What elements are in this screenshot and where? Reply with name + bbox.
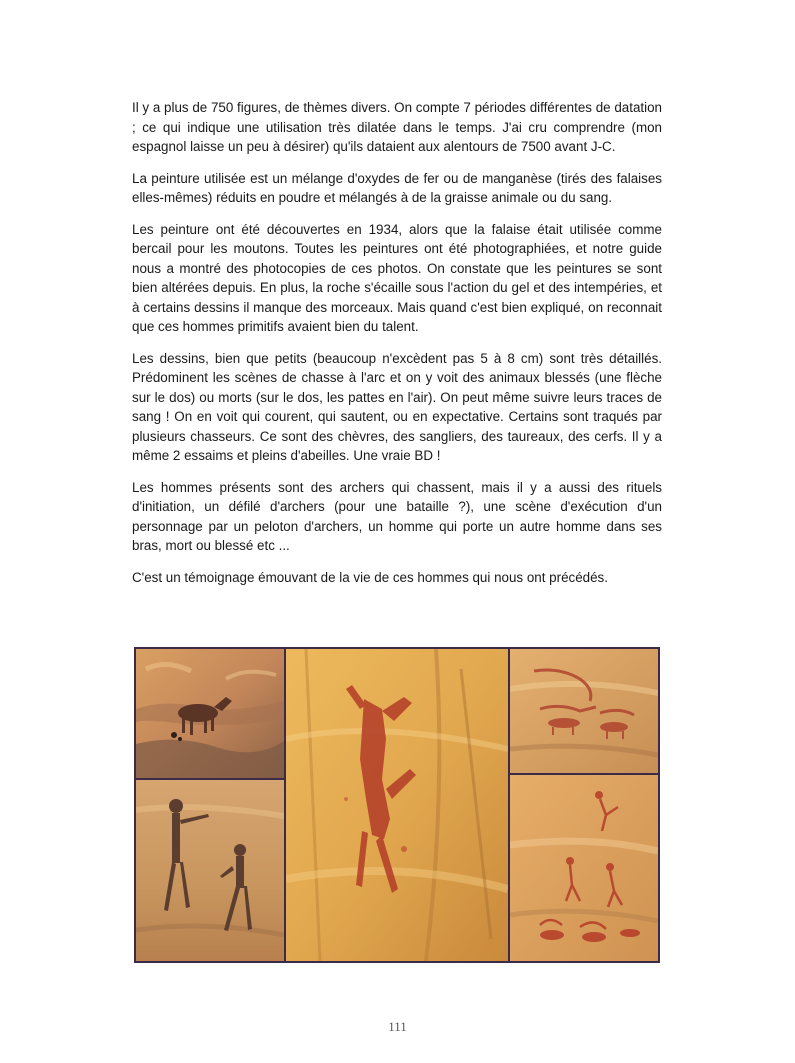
rock-art-photo-collage — [134, 647, 660, 963]
photo-red-archers — [510, 775, 658, 961]
photo-human-figures — [136, 780, 284, 961]
photo-animal-painting — [136, 649, 284, 778]
photo-red-animals-frieze — [510, 649, 658, 773]
paragraph: Il y a plus de 750 figures, de thèmes divers. On compte 7 périodes différentes de datation ; ce qui indique une utilisation très dilatée dans le temps. J'ai cru comprendre (mon espagnol laisse un peu à désirer) qu'ils dataient aux alentours de 7500 avant J-C. — [132, 100, 662, 154]
paragraph: Les dessins, bien que petits (beaucoup n'excèdent pas 5 à 8 cm) sont très détaillés. Prédominent les scènes de chasse à l'arc et on y voit des animaux blessés (une flèche sur le dos) ou morts (sur le dos, les pattes en l'air). On peut même suivre leurs traces de sang ! On en voit qui courent, qui sautent, ou en expectative. Certains sont traqués par plusieurs chasseurs. Ce sont des chèvres, des sangliers, des taureaux, des cerfs. Il y a même 2 essaims et pleins d'abeilles. Une vraie BD ! — [132, 350, 662, 463]
paragraph: La peinture utilisée est un mélange d'oxydes de fer ou de manganèse (tirés des falaises elles-mêmes) réduits en poudre et mélangés à de la graisse animale ou du sang. — [132, 170, 662, 205]
paragraph: Les peinture ont été découvertes en 1934, alors que la falaise était utilisée comme bercail pour les moutons. Toutes les peintures ont été photographiées, et notre guide nous a montré des photocopies de ces photos. On constate que les peintures se sont bien altérées depuis. En plus, la roche s'écaille sous l'action du gel et des intempéries, et à certains dessins il manque des morceaux. Mais quand c'est bien expliqué, on reconnait que ces hommes primitifs avaient bien du talent. — [132, 221, 662, 334]
paragraph: Les hommes présents sont des archers qui chassent, mais il y a aussi des rituels d'initiation, un défilé d'archers (pour une bataille ?), une scène d'exécution d'un personnage par un peloton d'archers, un homme qui porte un autre homme dans ses bras, mort ou blessé etc ... — [132, 479, 662, 553]
paragraph: C'est un témoignage émouvant de la vie de ces hommes qui nous ont précédés. — [132, 569, 608, 585]
photo-red-animal-painting — [286, 649, 508, 961]
article-body — [132, 98, 662, 599]
page-number: 111 — [388, 1019, 407, 1034]
